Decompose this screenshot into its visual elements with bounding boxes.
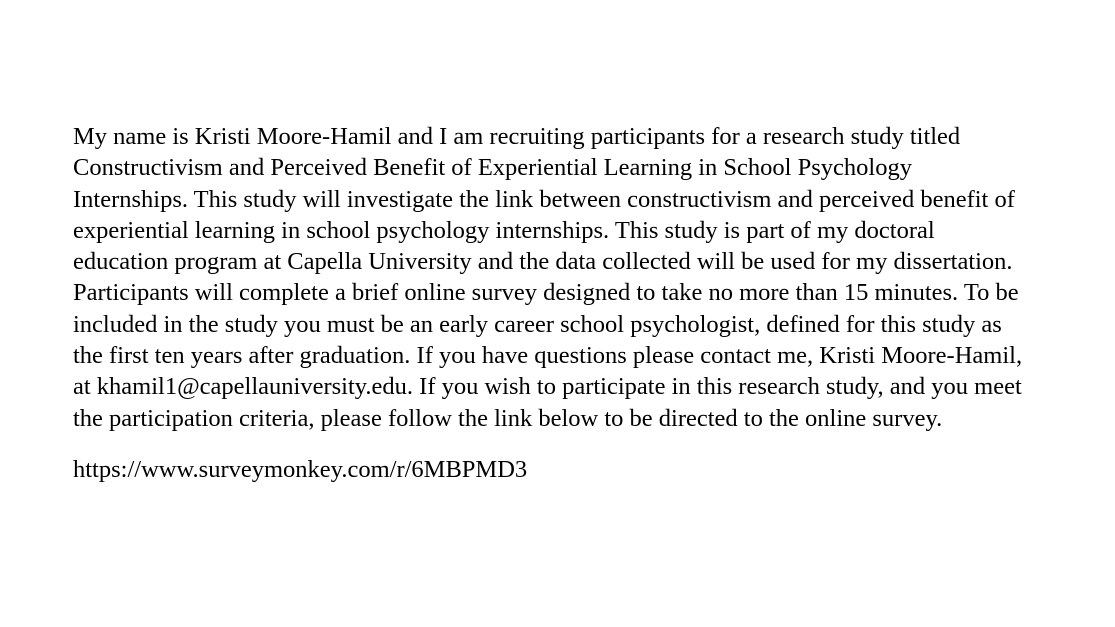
paragraph-line: Internships. This study will investigate the link between constructivism and perceived benefit of: [73, 185, 1015, 213]
paragraph-line: Participants will complete a brief online survey designed to take no more than 15 minutes. To be: [73, 279, 1019, 307]
survey-link[interactable]: https://www.surveymonkey.com/r/6MBPMD3: [73, 455, 528, 483]
paragraph-line: at khamil1@capellauniversity.edu. If you wish to participate in this research study, and you meet: [73, 373, 1022, 401]
recruitment-paragraph: [73, 121, 1073, 434]
document-body: [73, 121, 1073, 485]
paragraph-line: included in the study you must be an early career school psychologist, defined for this study as: [73, 310, 1002, 338]
paragraph-line: the participation criteria, please follow the link below to be directed to the online survey.: [73, 404, 943, 432]
paragraph-line: Constructivism and Perceived Benefit of Experiential Learning in School Psychology: [73, 154, 912, 182]
paragraph-line: education program at Capella University and the data collected will be used for my dissertation.: [73, 248, 1013, 276]
paragraph-line: My name is Kristi Moore-Hamil and I am recruiting participants for a research study titled: [73, 123, 961, 150]
paragraph-line: experiential learning in school psychology internships. This study is part of my doctoral: [73, 216, 935, 244]
paragraph-line: the first ten years after graduation. If you have questions please contact me, Kristi Moore-Hamil,: [73, 342, 1023, 370]
